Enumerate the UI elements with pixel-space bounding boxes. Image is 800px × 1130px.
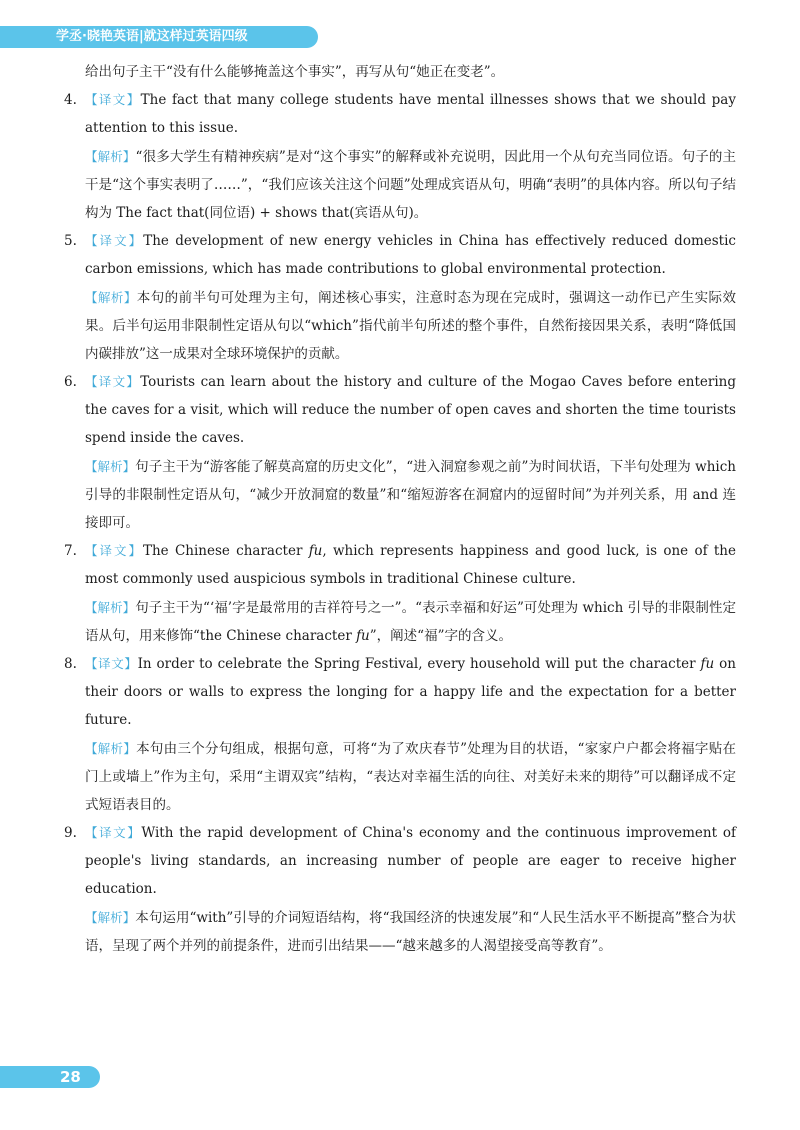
translation-body: , which represents happiness and good luck, is one of the most commonly used auspicious symbols in traditional Chinese culture. — [85, 543, 736, 587]
translation-tag: 【译文】 — [85, 374, 141, 389]
analysis-tag: 【解析】 — [85, 149, 136, 164]
item-number: 7. — [64, 543, 77, 559]
translation-text — [85, 819, 736, 903]
analysis-body: “很多大学生有精神疾病”是对“这个事实”的解释或补充说明，因此用一个从句充当同位语。句子的主干是“这个事实表明了……”，“我们应该关注这个问题”处理成宾语从句，明确“表明”的具体内容。所以句子结构为 The fact that(同位语) + shows that(宾语从句)。 — [85, 149, 736, 221]
analysis-text — [85, 284, 736, 368]
italic-term: fu — [700, 656, 715, 672]
translation-body: In order to celebrate the Spring Festival, every household will put the character — [137, 656, 701, 672]
analysis-body: 本句由三个分句组成，根据句意，可将“为了欢庆春节”处理为目的状语，“家家户户都会将福字贴在门上或墙上”作为主句，采用“主谓双宾”结构，“表达对幸福生活的向往、对美好未来的期待”可以翻译成不定式短语表目的。 — [85, 741, 736, 813]
italic-term: fu — [308, 543, 323, 559]
translation-tag: 【译文】 — [85, 92, 141, 107]
translation-tag: 【译文】 — [85, 543, 143, 558]
answer-item-5 — [64, 227, 736, 368]
analysis-tag: 【解析】 — [85, 459, 136, 474]
header-title: 学丞·晓艳英语|就这样过英语四级 — [0, 26, 318, 48]
analysis-tag: 【解析】 — [85, 600, 136, 615]
analysis-text — [85, 143, 736, 227]
answer-item-7 — [64, 537, 736, 650]
analysis-body: 句子主干为“‘福’字是最常用的吉祥符号之一”。“表示幸福和好运”可处理为 which 引导的非限制性定语从句，用来修饰“the Chinese character — [85, 600, 736, 644]
item-number: 6. — [64, 374, 77, 390]
translation-text — [85, 537, 736, 593]
analysis-body: ”，阐述“福”字的含义。 — [369, 628, 512, 644]
translation-tag: 【译文】 — [85, 233, 144, 248]
answer-item-8 — [64, 650, 736, 819]
italic-term: fu — [356, 628, 370, 644]
analysis-text — [85, 735, 736, 819]
analysis-text — [85, 594, 736, 650]
page-number: 28 — [0, 1066, 100, 1088]
translation-tag: 【译文】 — [85, 825, 142, 840]
analysis-text — [85, 904, 736, 960]
item-number: 9. — [64, 825, 77, 841]
translation-body: With the rapid development of China's economy and the continuous improvement of people's living standards, an increasing number of people are eager to receive higher education. — [85, 825, 736, 897]
translation-tag: 【译文】 — [85, 656, 138, 671]
analysis-tag: 【解析】 — [85, 910, 136, 925]
answer-item-6 — [64, 368, 736, 537]
answer-item-9 — [64, 819, 736, 960]
translation-body: The fact that many college students have mental illnesses shows that we should pay attention to this issue. — [85, 92, 736, 136]
translation-text — [85, 227, 736, 283]
analysis-body: 句子主干为“游客能了解莫高窟的历史文化”，“进入洞窟参观之前”为时间状语，下半句处理为 which 引导的非限制性定语从句，“减少开放洞窟的数量”和“缩短游客在洞窟内的逗留时间”为并列关系，用 and 连接即可。 — [85, 459, 736, 531]
analysis-tag: 【解析】 — [85, 741, 137, 756]
answer-item-4 — [64, 86, 736, 227]
translation-body: on their doors or walls to express the longing for a happy life and the expectation for a better future. — [85, 656, 736, 728]
translation-text — [85, 650, 736, 734]
translation-body: Tourists can learn about the history and culture of the Mogao Caves before entering the caves for a visit, which will reduce the number of open caves and shorten the time tourists spend inside the caves. — [85, 374, 736, 446]
analysis-body: 本句的前半句可处理为主句，阐述核心事实，注意时态为现在完成时，强调这一动作已产生实际效果。后半句运用非限制性定语从句以“which”指代前半句所述的整个事件，自然衔接因果关系，表明“降低国内碳排放”这一成果对全球环境保护的贡献。 — [85, 290, 736, 362]
analysis-text — [85, 453, 736, 537]
translation-body: The Chinese character — [142, 543, 309, 559]
translation-text — [85, 368, 736, 452]
translation-body: The development of new energy vehicles in China has effectively reduced domestic carbon emissions, which has made contributions to global environmental protection. — [85, 233, 736, 277]
answer-content — [64, 58, 736, 960]
intro-text: 给出句子主干“没有什么能够掩盖这个事实”，再写从句“她正在变老”。 — [85, 64, 505, 80]
item-number: 8. — [64, 656, 77, 672]
item-number: 4. — [64, 92, 77, 108]
analysis-tag: 【解析】 — [85, 290, 137, 305]
analysis-body: 本句运用“with”引导的介词短语结构，将“我国经济的快速发展”和“人民生活水平不断提高”整合为状语，呈现了两个并列的前提条件，进而引出结果——“越来越多的人渴望接受高等教育”。 — [85, 910, 736, 954]
translation-text — [85, 86, 736, 142]
item-number: 5. — [64, 233, 77, 249]
